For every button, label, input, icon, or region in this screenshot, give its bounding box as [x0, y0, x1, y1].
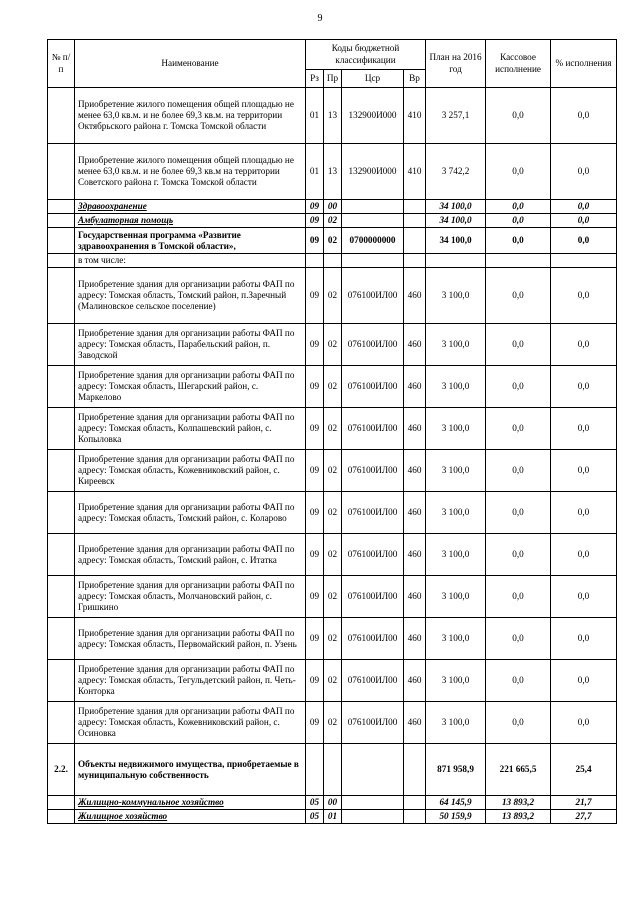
table-row	[48, 366, 617, 408]
cell-vr	[404, 214, 426, 228]
cell-vr: 460	[404, 660, 426, 702]
cell-num	[48, 796, 75, 810]
table-row	[48, 810, 617, 824]
cell-rz: 09	[306, 576, 324, 618]
cell-vr: 460	[404, 450, 426, 492]
cell-plan: 34 100,0	[426, 214, 486, 228]
cell-csr: 076100ИЛ00	[342, 324, 404, 366]
cell-plan: 3 742,2	[426, 144, 486, 200]
table-row	[48, 324, 617, 366]
cell-plan: 3 100,0	[426, 408, 486, 450]
table-row	[48, 88, 617, 144]
cell-name: Приобретение здания для организации работы ФАП по адресу: Томская область, Кожевниковский район, с. Осиновка	[75, 702, 306, 744]
cell-pct: 0,0	[551, 268, 617, 324]
cell-pr: 02	[324, 366, 342, 408]
header-csr: Цср	[342, 70, 404, 88]
cell-num	[48, 702, 75, 744]
cell-rz: 01	[306, 144, 324, 200]
cell-num	[48, 144, 75, 200]
cell-cash: 0,0	[486, 576, 551, 618]
cell-num	[48, 810, 75, 824]
cell-cash: 13 893,2	[486, 796, 551, 810]
cell-pr: 02	[324, 576, 342, 618]
cell-vr: 460	[404, 576, 426, 618]
budget-table	[47, 39, 617, 824]
cell-plan: 3 100,0	[426, 450, 486, 492]
cell-pr: 02	[324, 324, 342, 366]
cell-plan: 3 100,0	[426, 366, 486, 408]
cell-vr: 460	[404, 534, 426, 576]
cell-pr: 13	[324, 88, 342, 144]
cell-cash: 0,0	[486, 660, 551, 702]
cell-name: Здравоохранение	[75, 200, 306, 214]
cell-vr: 460	[404, 492, 426, 534]
cell-csr: 076100ИЛ00	[342, 576, 404, 618]
cell-num	[48, 450, 75, 492]
cell-vr: 460	[404, 268, 426, 324]
cell-csr: 132900И000	[342, 88, 404, 144]
cell-name: Жилищно-коммунальное хозяйство	[75, 796, 306, 810]
cell-rz: 09	[306, 660, 324, 702]
cell-plan: 871 958,9	[426, 744, 486, 796]
cell-rz: 09	[306, 214, 324, 228]
cell-cash: 0,0	[486, 618, 551, 660]
table-row	[48, 214, 617, 228]
header-cash: Кассовое исполнение	[486, 40, 551, 88]
cell-vr	[404, 796, 426, 810]
cell-pr: 02	[324, 534, 342, 576]
cell-rz: 09	[306, 702, 324, 744]
cell-rz: 09	[306, 228, 324, 254]
cell-cash: 0,0	[486, 88, 551, 144]
cell-name: Государственная программа «Развитие здравоохранения в Томской области»,	[75, 228, 306, 254]
cell-plan: 34 100,0	[426, 200, 486, 214]
cell-pr	[324, 254, 342, 268]
cell-cash: 0,0	[486, 200, 551, 214]
table-row	[48, 228, 617, 254]
cell-name: Приобретение здания для организации работы ФАП по адресу: Томская область, Кожевниковский район, с. Киреевск	[75, 450, 306, 492]
cell-csr: 076100ИЛ00	[342, 408, 404, 450]
cell-rz: 09	[306, 366, 324, 408]
cell-csr: 076100ИЛ00	[342, 702, 404, 744]
cell-cash	[486, 254, 551, 268]
header-rz: Рз	[306, 70, 324, 88]
cell-num	[48, 492, 75, 534]
header-pr: Пр	[324, 70, 342, 88]
cell-num	[48, 660, 75, 702]
cell-pr: 02	[324, 492, 342, 534]
cell-cash: 0,0	[486, 492, 551, 534]
cell-cash: 0,0	[486, 408, 551, 450]
cell-name: Объекты недвижимого имущества, приобретаемые в муниципальную собственность	[75, 744, 306, 796]
table-row	[48, 408, 617, 450]
cell-name: Приобретение здания для организации работы ФАП по адресу: Томская область, Томский район, п.Заречный (Малиновское сельское поселение)	[75, 268, 306, 324]
cell-vr	[404, 228, 426, 254]
cell-cash: 0,0	[486, 268, 551, 324]
table-row	[48, 492, 617, 534]
cell-pr	[324, 744, 342, 796]
table-row	[48, 744, 617, 796]
cell-rz: 09	[306, 534, 324, 576]
cell-pr: 00	[324, 796, 342, 810]
header-vr: Вр	[404, 70, 426, 88]
cell-csr: 0700000000	[342, 228, 404, 254]
cell-plan: 3 100,0	[426, 660, 486, 702]
cell-name: Приобретение здания для организации работы ФАП по адресу: Томская область, Колпашевский район, с. Копыловка	[75, 408, 306, 450]
cell-name: Приобретение здания для организации работы ФАП по адресу: Томская область, Шегарский район, с. Маркелово	[75, 366, 306, 408]
cell-pr: 02	[324, 702, 342, 744]
cell-plan: 3 100,0	[426, 702, 486, 744]
cell-pct: 0,0	[551, 702, 617, 744]
cell-pct: 0,0	[551, 228, 617, 254]
cell-plan: 34 100,0	[426, 228, 486, 254]
cell-cash: 13 893,2	[486, 810, 551, 824]
cell-pct: 0,0	[551, 450, 617, 492]
cell-pct	[551, 254, 617, 268]
cell-csr: 076100ИЛ00	[342, 268, 404, 324]
cell-pr: 02	[324, 268, 342, 324]
cell-num: 2.2.	[48, 744, 75, 796]
cell-name: Приобретение здания для организации работы ФАП по адресу: Томская область, Томский район, с. Коларово	[75, 492, 306, 534]
table-row	[48, 618, 617, 660]
cell-cash: 0,0	[486, 228, 551, 254]
table-row	[48, 796, 617, 810]
table-row	[48, 660, 617, 702]
cell-num	[48, 366, 75, 408]
cell-vr	[404, 744, 426, 796]
cell-csr	[342, 254, 404, 268]
cell-rz: 09	[306, 200, 324, 214]
cell-pct: 0,0	[551, 618, 617, 660]
table-row	[48, 144, 617, 200]
table-body	[48, 88, 617, 824]
cell-num	[48, 408, 75, 450]
cell-pr: 01	[324, 810, 342, 824]
header-name: Наименование	[75, 40, 306, 88]
table-header	[48, 40, 617, 88]
cell-num	[48, 88, 75, 144]
cell-cash: 0,0	[486, 450, 551, 492]
cell-pct: 0,0	[551, 408, 617, 450]
cell-pr: 02	[324, 618, 342, 660]
cell-rz: 05	[306, 810, 324, 824]
cell-plan: 64 145,9	[426, 796, 486, 810]
cell-pct: 0,0	[551, 660, 617, 702]
cell-csr: 076100ИЛ00	[342, 618, 404, 660]
cell-pct: 0,0	[551, 88, 617, 144]
cell-rz: 09	[306, 450, 324, 492]
cell-cash: 0,0	[486, 144, 551, 200]
cell-csr	[342, 744, 404, 796]
cell-pct: 0,0	[551, 366, 617, 408]
cell-pr: 02	[324, 660, 342, 702]
cell-vr	[404, 254, 426, 268]
table-row	[48, 576, 617, 618]
cell-csr: 076100ИЛ00	[342, 660, 404, 702]
cell-name: Приобретение здания для организации работы ФАП по адресу: Томская область, Тегульдетский район, п. Четь-Конторка	[75, 660, 306, 702]
cell-pr: 00	[324, 200, 342, 214]
cell-num	[48, 228, 75, 254]
cell-cash: 0,0	[486, 214, 551, 228]
cell-name: в том числе:	[75, 254, 306, 268]
cell-cash: 221 665,5	[486, 744, 551, 796]
cell-plan: 3 100,0	[426, 268, 486, 324]
cell-pct: 27,7	[551, 810, 617, 824]
cell-num	[48, 324, 75, 366]
cell-rz	[306, 254, 324, 268]
cell-cash: 0,0	[486, 324, 551, 366]
cell-cash: 0,0	[486, 366, 551, 408]
table-row	[48, 450, 617, 492]
cell-plan: 3 100,0	[426, 618, 486, 660]
cell-pr: 02	[324, 408, 342, 450]
cell-plan: 3 100,0	[426, 534, 486, 576]
cell-plan	[426, 254, 486, 268]
cell-pct: 0,0	[551, 200, 617, 214]
cell-pct: 0,0	[551, 492, 617, 534]
cell-plan: 50 159,9	[426, 810, 486, 824]
cell-name: Приобретение жилого помещения общей площадью не менее 63,0 кв.м. и не более 69,3 кв.м на территории Советского района г. Томска Томской области	[75, 144, 306, 200]
cell-vr	[404, 810, 426, 824]
table-row	[48, 702, 617, 744]
table-row	[48, 268, 617, 324]
cell-vr: 410	[404, 144, 426, 200]
header-codes: Коды бюджетной классификации	[306, 40, 426, 70]
cell-name: Жилищное хозяйство	[75, 810, 306, 824]
cell-pct: 25,4	[551, 744, 617, 796]
cell-name: Приобретение здания для организации работы ФАП по адресу: Томская область, Молчановский район, с. Гришкино	[75, 576, 306, 618]
cell-num	[48, 200, 75, 214]
cell-rz: 09	[306, 618, 324, 660]
cell-vr: 460	[404, 702, 426, 744]
cell-csr	[342, 200, 404, 214]
cell-pct: 21,7	[551, 796, 617, 810]
cell-rz: 05	[306, 796, 324, 810]
header-plan: План на 2016 год	[426, 40, 486, 88]
cell-num	[48, 254, 75, 268]
cell-num	[48, 534, 75, 576]
cell-csr: 132900И000	[342, 144, 404, 200]
cell-rz: 09	[306, 268, 324, 324]
cell-vr: 460	[404, 366, 426, 408]
cell-vr: 460	[404, 408, 426, 450]
cell-pct: 0,0	[551, 214, 617, 228]
cell-csr: 076100ИЛ00	[342, 450, 404, 492]
page-number: 9	[317, 13, 323, 24]
cell-cash: 0,0	[486, 534, 551, 576]
cell-plan: 3 100,0	[426, 492, 486, 534]
cell-name: Амбулаторная помощь	[75, 214, 306, 228]
cell-rz: 09	[306, 492, 324, 534]
header-num: № п/п	[48, 40, 75, 88]
cell-rz: 01	[306, 88, 324, 144]
cell-csr: 076100ИЛ00	[342, 492, 404, 534]
cell-pr: 02	[324, 214, 342, 228]
header-pct: % исполнения	[551, 40, 617, 88]
cell-csr	[342, 810, 404, 824]
cell-cash: 0,0	[486, 702, 551, 744]
cell-plan: 3 100,0	[426, 324, 486, 366]
cell-plan: 3 100,0	[426, 576, 486, 618]
cell-pct: 0,0	[551, 144, 617, 200]
cell-rz: 09	[306, 408, 324, 450]
cell-csr	[342, 796, 404, 810]
table-row	[48, 254, 617, 268]
cell-vr: 460	[404, 324, 426, 366]
cell-name: Приобретение здания для организации работы ФАП по адресу: Томская область, Томский район, с. Итатка	[75, 534, 306, 576]
cell-num	[48, 268, 75, 324]
cell-vr	[404, 200, 426, 214]
cell-csr	[342, 214, 404, 228]
cell-num	[48, 618, 75, 660]
cell-pr: 02	[324, 228, 342, 254]
table-row	[48, 534, 617, 576]
cell-plan: 3 257,1	[426, 88, 486, 144]
cell-name: Приобретение здания для организации работы ФАП по адресу: Томская область, Первомайский район, п. Узень	[75, 618, 306, 660]
cell-name: Приобретение здания для организации работы ФАП по адресу: Томская область, Парабельский район, п. Заводской	[75, 324, 306, 366]
cell-vr: 410	[404, 88, 426, 144]
cell-pct: 0,0	[551, 576, 617, 618]
cell-vr: 460	[404, 618, 426, 660]
cell-pct: 0,0	[551, 324, 617, 366]
cell-name: Приобретение жилого помещения общей площадью не менее 63,0 кв.м. и не более 69,3 кв.м. на территории Октябрьского района г. Томска Томской области	[75, 88, 306, 144]
cell-csr: 076100ИЛ00	[342, 366, 404, 408]
cell-pr: 02	[324, 450, 342, 492]
table-row	[48, 200, 617, 214]
cell-num	[48, 214, 75, 228]
cell-pr: 13	[324, 144, 342, 200]
cell-rz	[306, 744, 324, 796]
cell-num	[48, 576, 75, 618]
cell-pct: 0,0	[551, 534, 617, 576]
cell-rz: 09	[306, 324, 324, 366]
cell-csr: 076100ИЛ00	[342, 534, 404, 576]
